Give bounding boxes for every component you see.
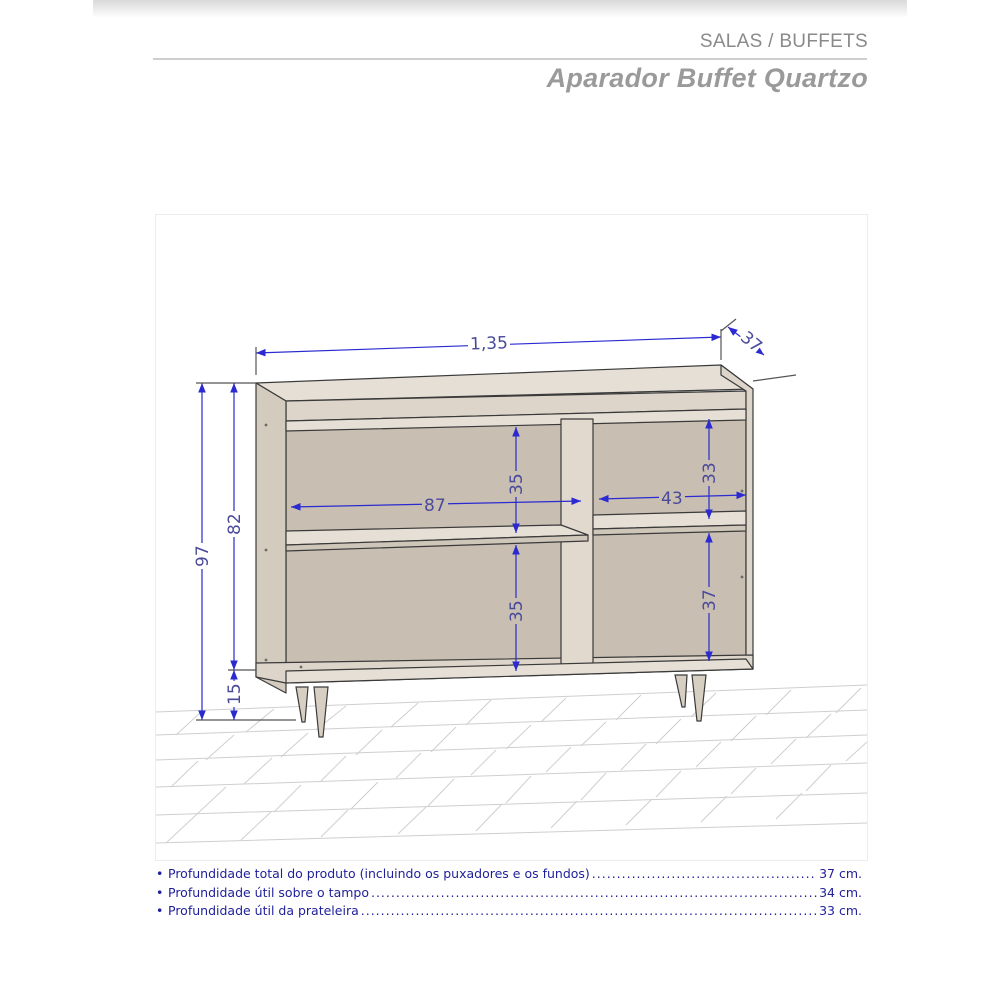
spec-label: Profundidade útil da prateleira	[168, 903, 359, 918]
spec-label: Profundidade útil sobre o tampo	[168, 884, 369, 900]
dim-right-lower-label: 37	[700, 589, 720, 611]
dim-left-lower-label: 35	[507, 600, 527, 622]
technical-drawing	[155, 214, 868, 861]
spec-value: 37 cm.	[819, 866, 862, 881]
spec-leader-dots	[592, 866, 817, 881]
dim-depth-label: 37	[736, 327, 766, 357]
bullet-icon: •	[156, 903, 164, 918]
category-label: SALAS / BUFFETS	[699, 31, 868, 52]
bullet-icon: •	[156, 884, 164, 900]
bullet-icon: •	[156, 866, 164, 881]
header-divider	[153, 58, 867, 60]
floor	[156, 685, 867, 843]
spec-label: Profundidade total do produto (incluindo os puxadores e os fundos)	[168, 866, 590, 881]
depth-specs	[156, 866, 862, 922]
spec-leader-dots	[371, 885, 817, 900]
dim-width-label: 1,35	[469, 333, 509, 355]
dim-right-upper-label: 33	[700, 462, 720, 484]
dim-left-upper-label: 35	[507, 473, 527, 495]
dim-body-height-label: 82	[225, 513, 245, 535]
product-title: Aparador Buffet Quartzo	[546, 63, 868, 93]
top-shade	[93, 0, 907, 18]
dim-total-height-label: 97	[193, 545, 213, 567]
dim-leg-height-label: 15	[225, 683, 245, 705]
dim-left-width-label: 87	[424, 496, 446, 516]
spec-value: 33 cm.	[819, 903, 862, 918]
dim-right-width-label: 43	[661, 489, 683, 509]
spec-row	[156, 866, 862, 885]
spec-value: 34 cm.	[819, 884, 862, 900]
spec-row	[156, 885, 862, 904]
cabinet	[256, 365, 753, 693]
spec-row	[156, 903, 862, 922]
spec-leader-dots	[361, 903, 817, 918]
